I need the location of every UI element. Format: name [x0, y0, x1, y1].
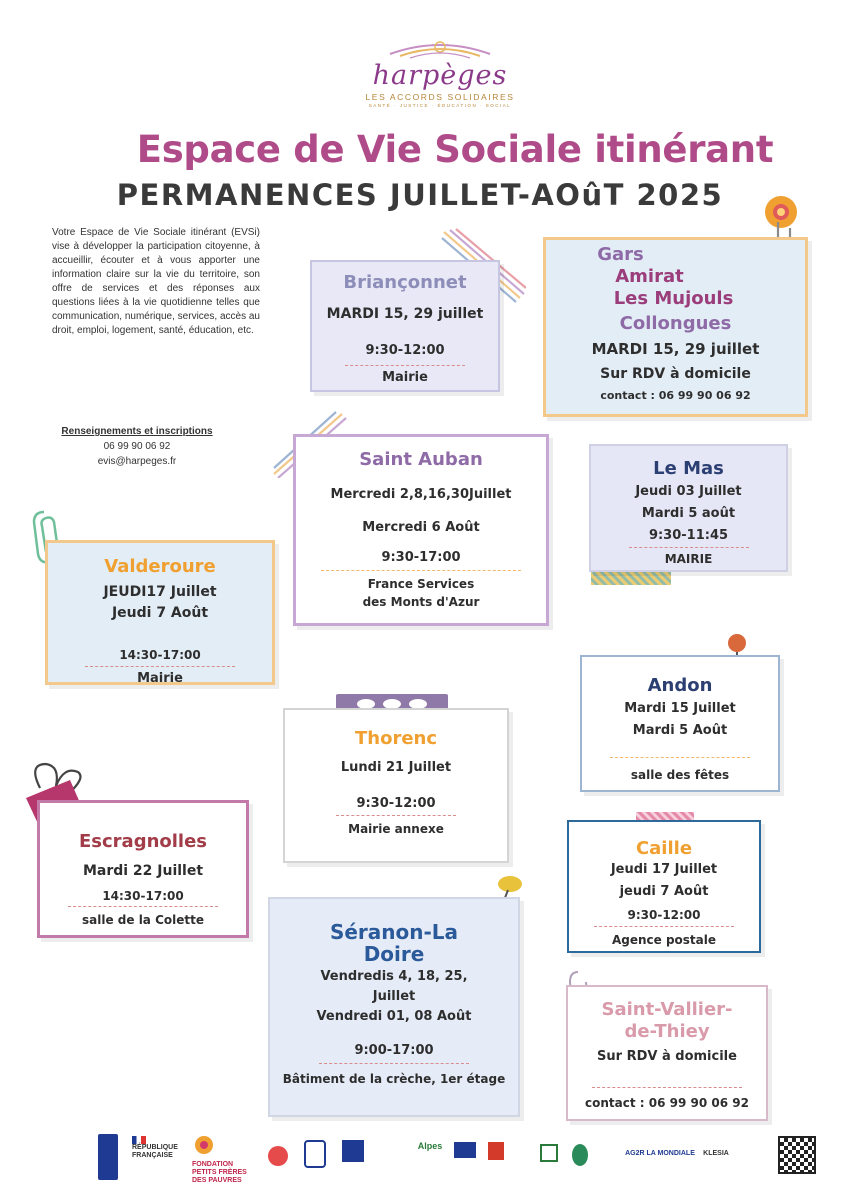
card-place: Mairie: [137, 671, 183, 686]
alpes-label: Alpes: [417, 1141, 443, 1151]
card-dates: MARDI 15, 29 juillet: [591, 340, 760, 358]
rf-line2: FRANÇAISE: [132, 1152, 173, 1159]
card-saint-vallier: [566, 985, 768, 1121]
divider: [592, 1087, 742, 1088]
fondation-logo: [192, 1134, 252, 1185]
contact-block: [52, 424, 222, 469]
klesia-logo: [694, 1150, 738, 1158]
card-le-mas: [589, 444, 788, 572]
card-dates: Juillet: [372, 989, 416, 1004]
card-hours: 9:30-11:45: [648, 528, 729, 543]
card-title: Briançonnet: [343, 272, 467, 293]
department-logo: [98, 1134, 118, 1180]
divider: [610, 757, 750, 758]
card-dates: Jeudi 7 Août: [111, 605, 209, 621]
flower-icon: [192, 1134, 216, 1156]
card-seranon: [268, 897, 520, 1117]
card-dates: Mercredi 6 Août: [362, 520, 480, 535]
card-dates: Mardi 15 Juillet: [624, 701, 736, 716]
card-place: Mairie: [382, 370, 428, 385]
card-thorenc: [283, 708, 509, 863]
card-place: Agence postale: [611, 933, 717, 947]
card-caille: [567, 820, 761, 953]
divider: [68, 906, 218, 907]
harpeges-logo: [360, 38, 520, 118]
card-dates: Jeudi 03 Juillet: [635, 484, 742, 499]
card-dates: Mardi 5 août: [641, 506, 736, 521]
card-hours: 14:30-17:00: [119, 648, 201, 662]
fondation-line1: FONDATION: [192, 1161, 234, 1168]
card-place: Bâtiment de la crèche, 1er étage: [282, 1072, 506, 1086]
card-hours: 9:30-12:00: [627, 908, 701, 922]
card-title: Escragnolles: [78, 831, 208, 852]
card-place: Sur RDV à domicile: [597, 1049, 737, 1064]
fondation-line3: DES PAUVRES: [192, 1177, 242, 1184]
card-place: Mairie annexe: [348, 822, 444, 836]
region-logo: [488, 1142, 504, 1160]
card-dates: JEUDI17 Juillet: [103, 584, 217, 600]
card-dates: Vendredi 01, 08 Août: [316, 1009, 472, 1024]
partner-logos: [92, 1132, 822, 1184]
card-dates: MARDI 15, 29 juillet: [326, 306, 484, 322]
card-place: salle des fêtes: [630, 768, 730, 782]
card-title: Saint Auban: [359, 449, 483, 470]
card-title: Thorenc: [354, 728, 438, 749]
divider: [321, 570, 521, 571]
card-hours: 9:00-17:00: [354, 1043, 434, 1058]
card-title: Séranon-La: [329, 920, 459, 944]
intro-text: Votre Espace de Vie Sociale itinérant (EVSi) vise à développer la participation citoyenne, à accueillir, écouter et à vous apporter une information claire sur la vie du territoire, son offre de services et des réponses aux questions liées à la vie quotidienne telles que communication, numérique, services, accès au droit, emploi, logement, santé, éducation, etc.: [52, 227, 260, 336]
card-hours: 9:30-17:00: [381, 550, 461, 565]
card-hours: 14:30-17:00: [102, 889, 184, 903]
card-place: salle de la Colette: [82, 913, 204, 927]
sunrise-icon: [380, 38, 500, 60]
card-dates: Mardi 5 Août: [632, 723, 728, 738]
card-place: France Services: [367, 577, 475, 591]
rf-line1: RÉPUBLIQUE: [132, 1144, 178, 1151]
card-escragnolles: [37, 800, 249, 938]
divider: [345, 365, 465, 366]
divider: [629, 547, 749, 548]
card-title: Collongues: [619, 313, 732, 334]
card-dates: Lundi 21 Juillet: [340, 760, 452, 775]
card-gars: [543, 237, 808, 417]
divider: [319, 1063, 469, 1064]
contact-heading: Renseignements et inscriptions: [61, 426, 213, 437]
card-dates: Vendredis 4, 18, 25,: [320, 969, 468, 984]
card-hours: 9:30-12:00: [365, 343, 445, 358]
card-saint-auban: [293, 434, 549, 626]
divider: [85, 666, 235, 667]
card-andon: [580, 655, 780, 792]
card-title: de-Thiey: [624, 1021, 710, 1042]
card-contact: contact : 06 99 90 06 92: [585, 1096, 749, 1110]
card-title: Amirat: [615, 266, 684, 287]
card-dates: Mercredi 2,8,16,30Juillet: [330, 487, 512, 502]
card-title: Caille: [635, 838, 693, 859]
card-dates: jeudi 7 Août: [619, 884, 709, 899]
card-title: Saint-Vallier-: [601, 999, 733, 1020]
card-place: Sur RDV à domicile: [600, 366, 751, 382]
card-place: MAIRIE: [664, 552, 713, 566]
divider: [336, 815, 456, 816]
divider: [594, 926, 734, 927]
card-title: Gars: [597, 244, 644, 265]
card-contact: contact : 06 99 90 06 92: [600, 389, 751, 402]
klesia-label: KLESIA: [703, 1150, 729, 1157]
partner-logo: [572, 1144, 588, 1166]
card-dates: Mardi 22 Juillet: [82, 863, 204, 879]
republique-logo: [132, 1136, 192, 1160]
partner-logo: [540, 1144, 558, 1162]
page-title: Espace de Vie Sociale itinérant: [136, 128, 774, 171]
logo-brand: harpèges: [372, 60, 508, 91]
ag2r-label: AG2R LA MONDIALE: [625, 1150, 695, 1157]
card-valderoure: [45, 540, 275, 685]
card-dates: Jeudi 17 Juillet: [610, 862, 718, 877]
card-title: Doire: [363, 942, 425, 966]
card-place: des Monts d'Azur: [362, 595, 480, 609]
card-title: Le Mas: [653, 458, 724, 479]
card-title: Valderoure: [104, 556, 216, 577]
card-hours: 9:30-12:00: [356, 796, 436, 811]
alpes-logo: [408, 1142, 452, 1150]
partner-logo: [304, 1140, 326, 1168]
partner-logo: [268, 1146, 288, 1166]
contact-email[interactable]: evis@harpeges.fr: [97, 456, 177, 467]
logo-tagline: LES ACCORDS SOLIDAIRES: [365, 92, 515, 102]
card-title: Les Mujouls: [613, 288, 734, 309]
page-subtitle: PERMANENCES JUILLET-AOûT 2025: [116, 178, 724, 212]
qr-code[interactable]: [778, 1136, 816, 1174]
fondation-line2: PETITS FRÈRES: [192, 1169, 247, 1176]
eu-flag-icon: [454, 1142, 476, 1158]
card-briancon: [310, 260, 500, 392]
contact-phone: 06 99 90 06 92: [103, 441, 171, 452]
card-title: Andon: [647, 675, 713, 696]
partner-logo: [342, 1140, 364, 1162]
logo-subtagline: SANTÉ · JUSTICE · ÉDUCATION · SOCIAL: [368, 103, 512, 108]
ag2r-logo: [620, 1150, 700, 1158]
